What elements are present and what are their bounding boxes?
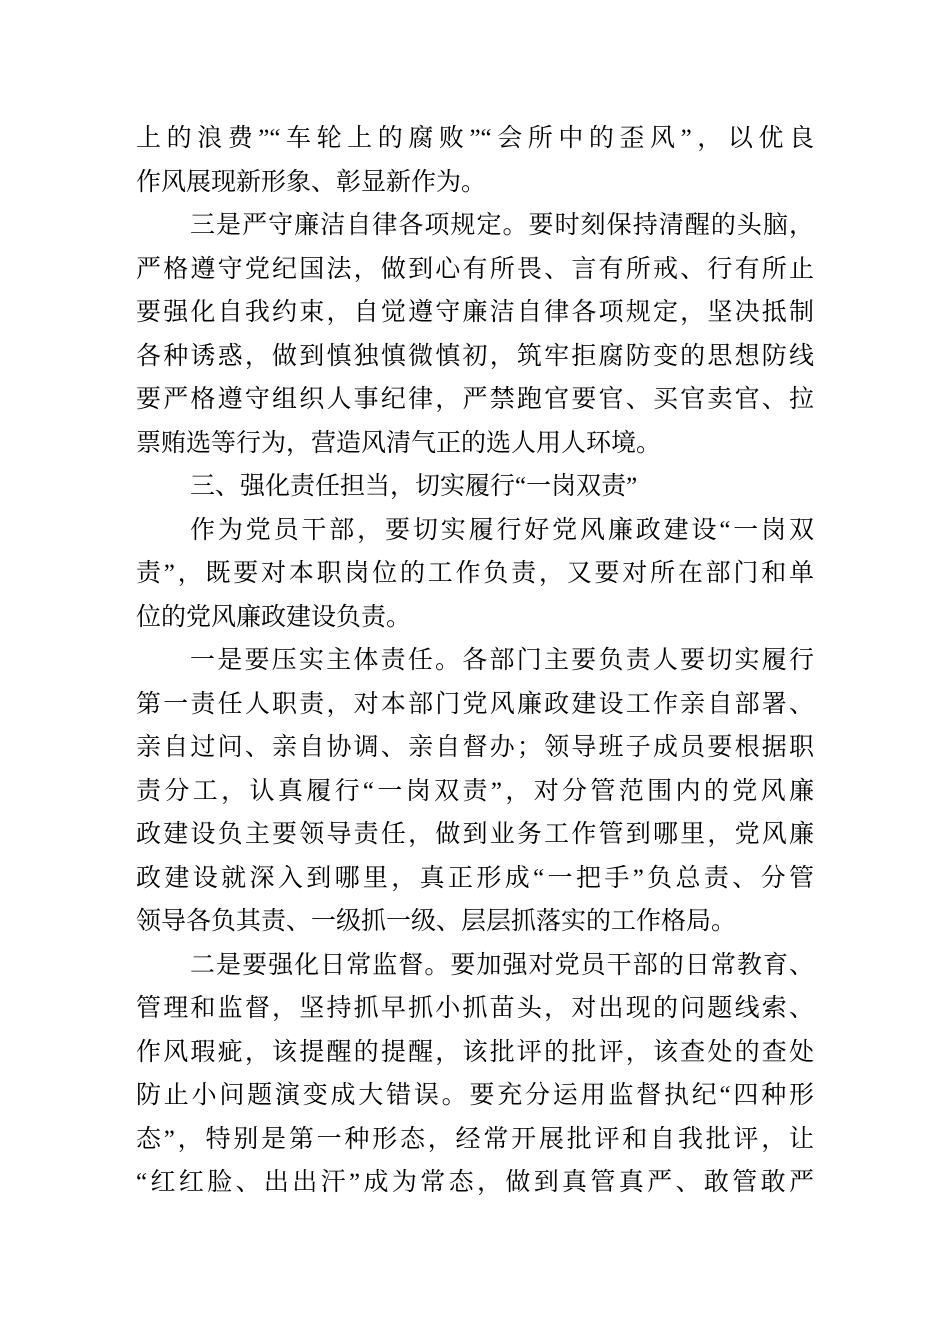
- text-line: 要严格遵守组织人事纪律，严禁跑官要官、买官卖官、拉: [136, 386, 814, 413]
- text-line: 位的党风廉政建设负责。: [136, 603, 412, 631]
- text-line: 领导各负其责、一级抓一级、层层抓落实的工作格局。: [136, 908, 737, 935]
- text-line: 态”，特别是第一种形态，经常开展批评和自我批评，让: [136, 1125, 814, 1153]
- text-line: 三是严守廉洁自律各项规定。要时刻保持清醒的头脑，: [190, 212, 814, 239]
- text-line: 要强化自我约束，自觉遵守廉洁自律各项规定，坚决抵制: [136, 299, 814, 326]
- text-line: 责分工，认真履行“一岗双责”，对分管范围内的党风廉: [136, 777, 814, 805]
- body-paragraph: [136, 944, 814, 1205]
- text-line: 防止小问题演变成大错误。要充分运用监督执纪“四种形: [136, 1082, 814, 1109]
- body-paragraph-continuation: [136, 117, 814, 204]
- text-line: 政建设负主要领导责任，做到业务工作管到哪里，党风廉: [136, 821, 814, 848]
- body-paragraph: [136, 509, 814, 640]
- text-line: 二是要强化日常监督。要加强对党员干部的日常教育、: [190, 951, 814, 979]
- text-line: 责”，既要对本职岗位的工作负责，又要对所在部门和单: [136, 560, 814, 587]
- document-text-column: [136, 117, 814, 1205]
- text-line: 第一责任人职责，对本部门党风廉政建设工作亲自部署、: [136, 690, 814, 718]
- text-line: 亲自过问、亲自协调、亲自督办；领导班子成员要根据职: [136, 734, 814, 761]
- text-line: 上的浪费”“车轮上的腐败”“会所中的歪风”，以优良: [136, 125, 814, 152]
- text-line: 各种诱惑，做到慎独慎微慎初，筑牢拒腐防变的思想防线: [136, 342, 814, 370]
- text-line: 票贿选等行为，营造风清气正的选人用人环境。: [136, 429, 662, 457]
- body-paragraph: [136, 639, 814, 944]
- text-line: 三、强化责任担当，切实履行“一岗双责”: [190, 473, 638, 500]
- text-line: 作风瑕疵，该提醒的提醒，该批评的批评，该查处的查处: [136, 1038, 814, 1066]
- text-line: 严格遵守党纪国法，做到心有所畏、言有所戒、行有所止: [136, 255, 814, 283]
- text-line: 作风展现新形象、彰显新作为。: [136, 168, 487, 196]
- section-heading: [136, 465, 814, 509]
- body-paragraph: [136, 204, 814, 465]
- text-line: 政建设就深入到哪里，真正形成“一把手”负总责、分管: [136, 864, 814, 892]
- text-line: 一是要压实主体责任。各部门主要负责人要切实履行: [190, 647, 814, 674]
- text-line: “红红脸、出出汗”成为常态，做到真管真严、敢管敢严: [136, 1169, 814, 1196]
- text-line: 管理和监督，坚持抓早抓小抓苗头，对出现的问题线索、: [136, 995, 814, 1022]
- text-line: 作为党员干部，要切实履行好党风廉政建设“一岗双: [190, 516, 814, 544]
